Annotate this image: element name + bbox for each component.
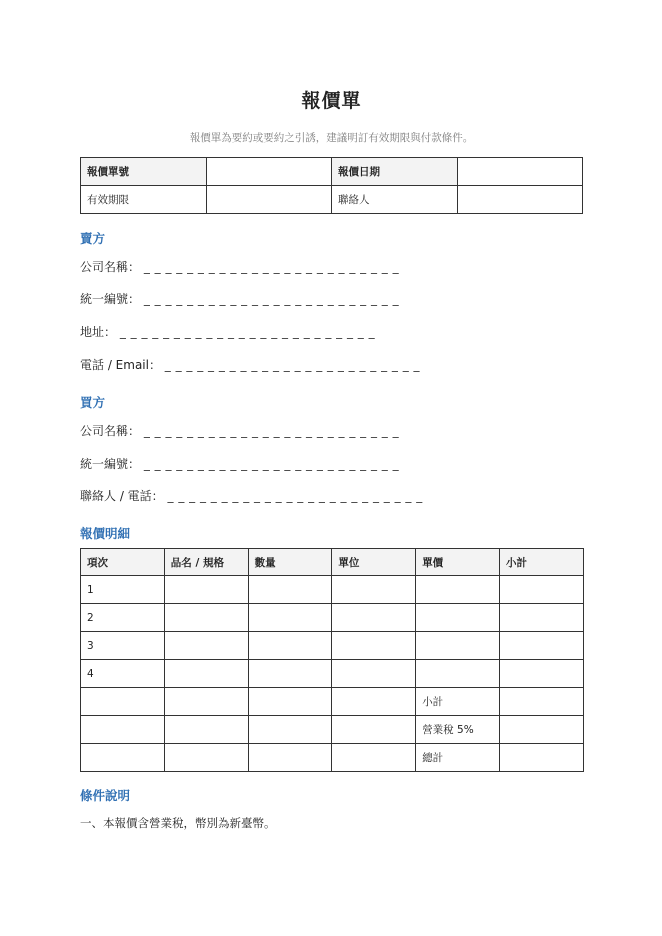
buyer-company-field[interactable]: [80, 422, 399, 439]
quantity-cell[interactable]: [248, 576, 332, 604]
buyer-tax-id-field[interactable]: [80, 455, 399, 472]
seller-heading: 賣方: [80, 231, 106, 246]
buyer-contact-phone-blank[interactable]: _ _ _ _ _ _ _ _ _ _ _ _ _ _ _ _ _ _ _ _ _ _ _ _: [167, 489, 423, 503]
seller-tax-id-blank[interactable]: _ _ _ _ _ _ _ _ _ _ _ _ _ _ _ _ _ _ _ _ _ _ _ _: [143, 292, 400, 306]
item-no-cell: 4: [81, 660, 165, 688]
unit-cell[interactable]: [332, 660, 416, 688]
unit-price-cell[interactable]: [416, 632, 500, 660]
empty-cell: [248, 716, 332, 744]
subtotal-cell[interactable]: [499, 632, 583, 660]
table-header-row: [81, 549, 584, 576]
item-no-cell: 1: [81, 576, 165, 604]
item-no-cell: 2: [81, 604, 165, 632]
seller-address-field[interactable]: [80, 323, 375, 340]
tax-value-cell[interactable]: [499, 716, 583, 744]
details-heading: 報價明細: [80, 526, 131, 541]
total-label: 總計: [416, 744, 500, 772]
empty-cell: [164, 716, 248, 744]
buyer-tax-id-blank[interactable]: _ _ _ _ _ _ _ _ _ _ _ _ _ _ _ _ _ _ _ _ _ _ _ _: [143, 457, 400, 471]
buyer-contact-phone-field[interactable]: [80, 487, 423, 504]
seller-address-blank[interactable]: _ _ _ _ _ _ _ _ _ _ _ _ _ _ _ _ _ _ _ _ _ _ _ _: [119, 325, 376, 339]
table-row: [81, 632, 584, 660]
unit-cell[interactable]: [332, 604, 416, 632]
buyer-company-blank[interactable]: _ _ _ _ _ _ _ _ _ _ _ _ _ _ _ _ _ _ _ _ _ _ _ _: [143, 424, 400, 438]
terms-heading: 條件說明: [80, 788, 131, 803]
empty-cell: [248, 688, 332, 716]
unit-price-cell[interactable]: [416, 660, 500, 688]
column-header-product: 品名 / 規格: [164, 549, 248, 576]
column-header-unit: 單位: [332, 549, 416, 576]
empty-cell: [164, 744, 248, 772]
empty-cell: [81, 716, 165, 744]
seller-company-field[interactable]: [80, 258, 399, 275]
subtotal-cell[interactable]: [499, 604, 583, 632]
seller-company-label: 公司名稱：: [80, 260, 141, 274]
total-row: [81, 744, 584, 772]
document-subtitle: 報價單為要約或要約之引誘，建議明訂有效期限與付款條件。: [189, 132, 474, 144]
quote-no-field[interactable]: [206, 158, 332, 186]
quantity-cell[interactable]: [248, 632, 332, 660]
empty-cell: [81, 744, 165, 772]
unit-cell[interactable]: [332, 576, 416, 604]
valid-until-label: 有效期限: [81, 186, 207, 214]
terms-line-1: 一、本報價含營業稅，幣別為新臺幣。: [80, 816, 276, 830]
subtotal-cell[interactable]: [499, 660, 583, 688]
product-cell[interactable]: [164, 576, 248, 604]
unit-price-cell[interactable]: [416, 604, 500, 632]
column-header-subtotal: 小計: [499, 549, 583, 576]
subtotal-value-cell[interactable]: [499, 688, 583, 716]
empty-cell: [81, 688, 165, 716]
seller-tax-id-field[interactable]: [80, 290, 399, 307]
empty-cell: [164, 688, 248, 716]
seller-phone-email-label: 電話 / Email：: [80, 358, 161, 372]
table-row: [81, 158, 583, 186]
quote-date-field[interactable]: [457, 158, 583, 186]
contact-label: 聯絡人: [332, 186, 458, 214]
quote-no-label: 報價單號: [81, 158, 207, 186]
quote-info-table: [80, 157, 583, 214]
tax-row: [81, 716, 584, 744]
unit-cell[interactable]: [332, 632, 416, 660]
product-cell[interactable]: [164, 632, 248, 660]
tax-label: 營業稅 5%: [416, 716, 500, 744]
quantity-cell[interactable]: [248, 660, 332, 688]
seller-phone-email-blank[interactable]: _ _ _ _ _ _ _ _ _ _ _ _ _ _ _ _ _ _ _ _ _ _ _ _: [164, 358, 421, 372]
subtotal-row: [81, 688, 584, 716]
buyer-contact-phone-label: 聯絡人 / 電話：: [80, 489, 164, 503]
subtotal-cell[interactable]: [499, 576, 583, 604]
item-no-cell: 3: [81, 632, 165, 660]
contact-field[interactable]: [457, 186, 583, 214]
table-row: [81, 660, 584, 688]
quote-details-table: [80, 548, 584, 772]
table-row: [81, 576, 584, 604]
seller-address-label: 地址：: [80, 325, 117, 339]
seller-phone-email-field[interactable]: [80, 356, 420, 373]
product-cell[interactable]: [164, 660, 248, 688]
table-row: [81, 186, 583, 214]
valid-until-field[interactable]: [206, 186, 332, 214]
empty-cell: [248, 744, 332, 772]
empty-cell: [332, 688, 416, 716]
quantity-cell[interactable]: [248, 604, 332, 632]
empty-cell: [332, 744, 416, 772]
subtotal-label: 小計: [416, 688, 500, 716]
seller-company-blank[interactable]: _ _ _ _ _ _ _ _ _ _ _ _ _ _ _ _ _ _ _ _ _ _ _ _: [143, 260, 400, 274]
quote-date-label: 報價日期: [332, 158, 458, 186]
empty-cell: [332, 716, 416, 744]
column-header-unit-price: 單價: [416, 549, 500, 576]
buyer-tax-id-label: 統一編號：: [80, 457, 141, 471]
total-value-cell[interactable]: [499, 744, 583, 772]
seller-tax-id-label: 統一編號：: [80, 292, 141, 306]
document-title: 報價單: [301, 90, 362, 112]
buyer-company-label: 公司名稱：: [80, 424, 141, 438]
table-row: [81, 604, 584, 632]
product-cell[interactable]: [164, 604, 248, 632]
unit-price-cell[interactable]: [416, 576, 500, 604]
column-header-item-no: 項次: [81, 549, 165, 576]
buyer-heading: 買方: [80, 395, 106, 410]
column-header-quantity: 數量: [248, 549, 332, 576]
